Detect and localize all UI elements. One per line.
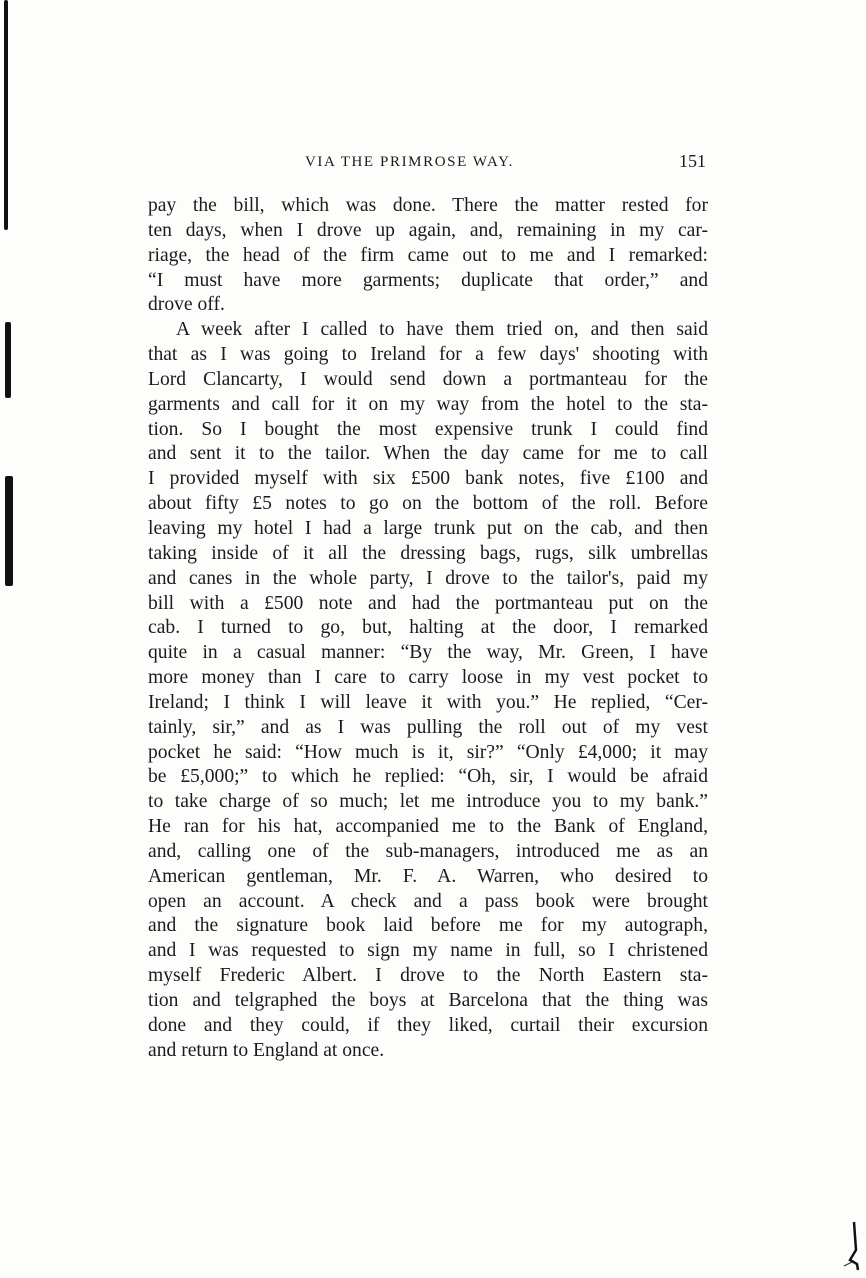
running-title: VIA THE PRIMROSE WAY. xyxy=(305,154,514,170)
text-line: tion and telgraphed the boys at Barcelona that the thing was xyxy=(148,990,708,1011)
text-line: “I must have more garments; duplicate that order,” and xyxy=(148,269,708,291)
text-line: tion. So I bought the most expensive trunk I could find xyxy=(148,418,708,440)
text-line: about fifty £5 notes to go on the bottom of the roll. Before xyxy=(148,493,708,515)
page-number: 151 xyxy=(679,151,706,171)
binding-shadow-middle xyxy=(5,322,11,398)
text-line: and the signature book laid before me for my autograph, xyxy=(148,915,708,937)
text-line: Ireland; I think I will leave it with you.” He replied, “Cer- xyxy=(148,691,708,713)
text-line: and return to England at once. xyxy=(148,1039,385,1061)
text-line: Lord Clancarty, I would send down a portmanteau for the xyxy=(148,368,708,390)
text-line: ten days, when I drove up again, and, remaining in my car- xyxy=(148,219,708,241)
text-line: and, calling one of the sub-managers, introduced me as an xyxy=(148,840,708,862)
text-line: myself Frederic Albert. I drove to the North Eastern sta- xyxy=(148,965,708,987)
text-line: He ran for his hat, accompanied me to the Bank of England, xyxy=(148,816,708,838)
text-line: quite in a casual manner: “By the way, Mr. Green, I have xyxy=(148,642,708,664)
text-line: pay the bill, which was done. There the matter rested for xyxy=(148,195,708,216)
text-line: riage, the head of the firm came out to me and I remarked: xyxy=(148,244,708,266)
text-line: drove off. xyxy=(148,294,225,316)
running-head xyxy=(148,150,708,176)
text-line: American gentleman, Mr. F. A. Warren, who desired to xyxy=(148,865,708,887)
text-line: tainly, sir,” and as I was pulling the roll out of my vest xyxy=(148,716,708,738)
body-text xyxy=(148,194,708,1064)
text-line: leaving my hotel I had a large trunk put on the cab, and then xyxy=(148,517,708,539)
text-line: done and they could, if they liked, curtail their excursion xyxy=(148,1014,708,1036)
text-line: open an account. A check and a pass book were brought xyxy=(148,890,708,912)
text-line: pocket he said: “How much is it, sir?” “Only £4,000; it may xyxy=(148,741,708,763)
text-line: be £5,000;” to which he replied: “Oh, sir, I would be afraid xyxy=(148,766,708,788)
scan-corner-mark xyxy=(842,1220,860,1272)
text-line: and I was requested to sign my name in full, so I christened xyxy=(148,940,708,962)
text-line: and canes in the whole party, I drove to the tailor's, paid my xyxy=(148,567,708,589)
text-line: taking inside of it all the dressing bags, rugs, silk umbrellas xyxy=(148,542,708,564)
text-line: bill with a £500 note and had the portmanteau put on the xyxy=(148,592,708,614)
text-line: that as I was going to Ireland for a few days' shooting with xyxy=(148,344,708,366)
text-line: I provided myself with six £500 bank notes, five £100 and xyxy=(148,468,708,490)
text-line: garments and call for it on my way from the hotel to the sta- xyxy=(148,393,708,415)
text-line: cab. I turned to go, but, halting at the door, I remarked xyxy=(148,617,708,639)
text-line: more money than I care to carry loose in my vest pocket to xyxy=(148,667,708,689)
binding-shadow-lower xyxy=(5,476,13,586)
text-line: A week after I called to have them tried on, and then said xyxy=(176,319,708,341)
text-line: and sent it to the tailor. When the day came for me to call xyxy=(148,443,708,465)
binding-shadow-top xyxy=(4,0,8,230)
text-line: to take charge of so much; let me introduce you to my bank.” xyxy=(148,791,708,813)
